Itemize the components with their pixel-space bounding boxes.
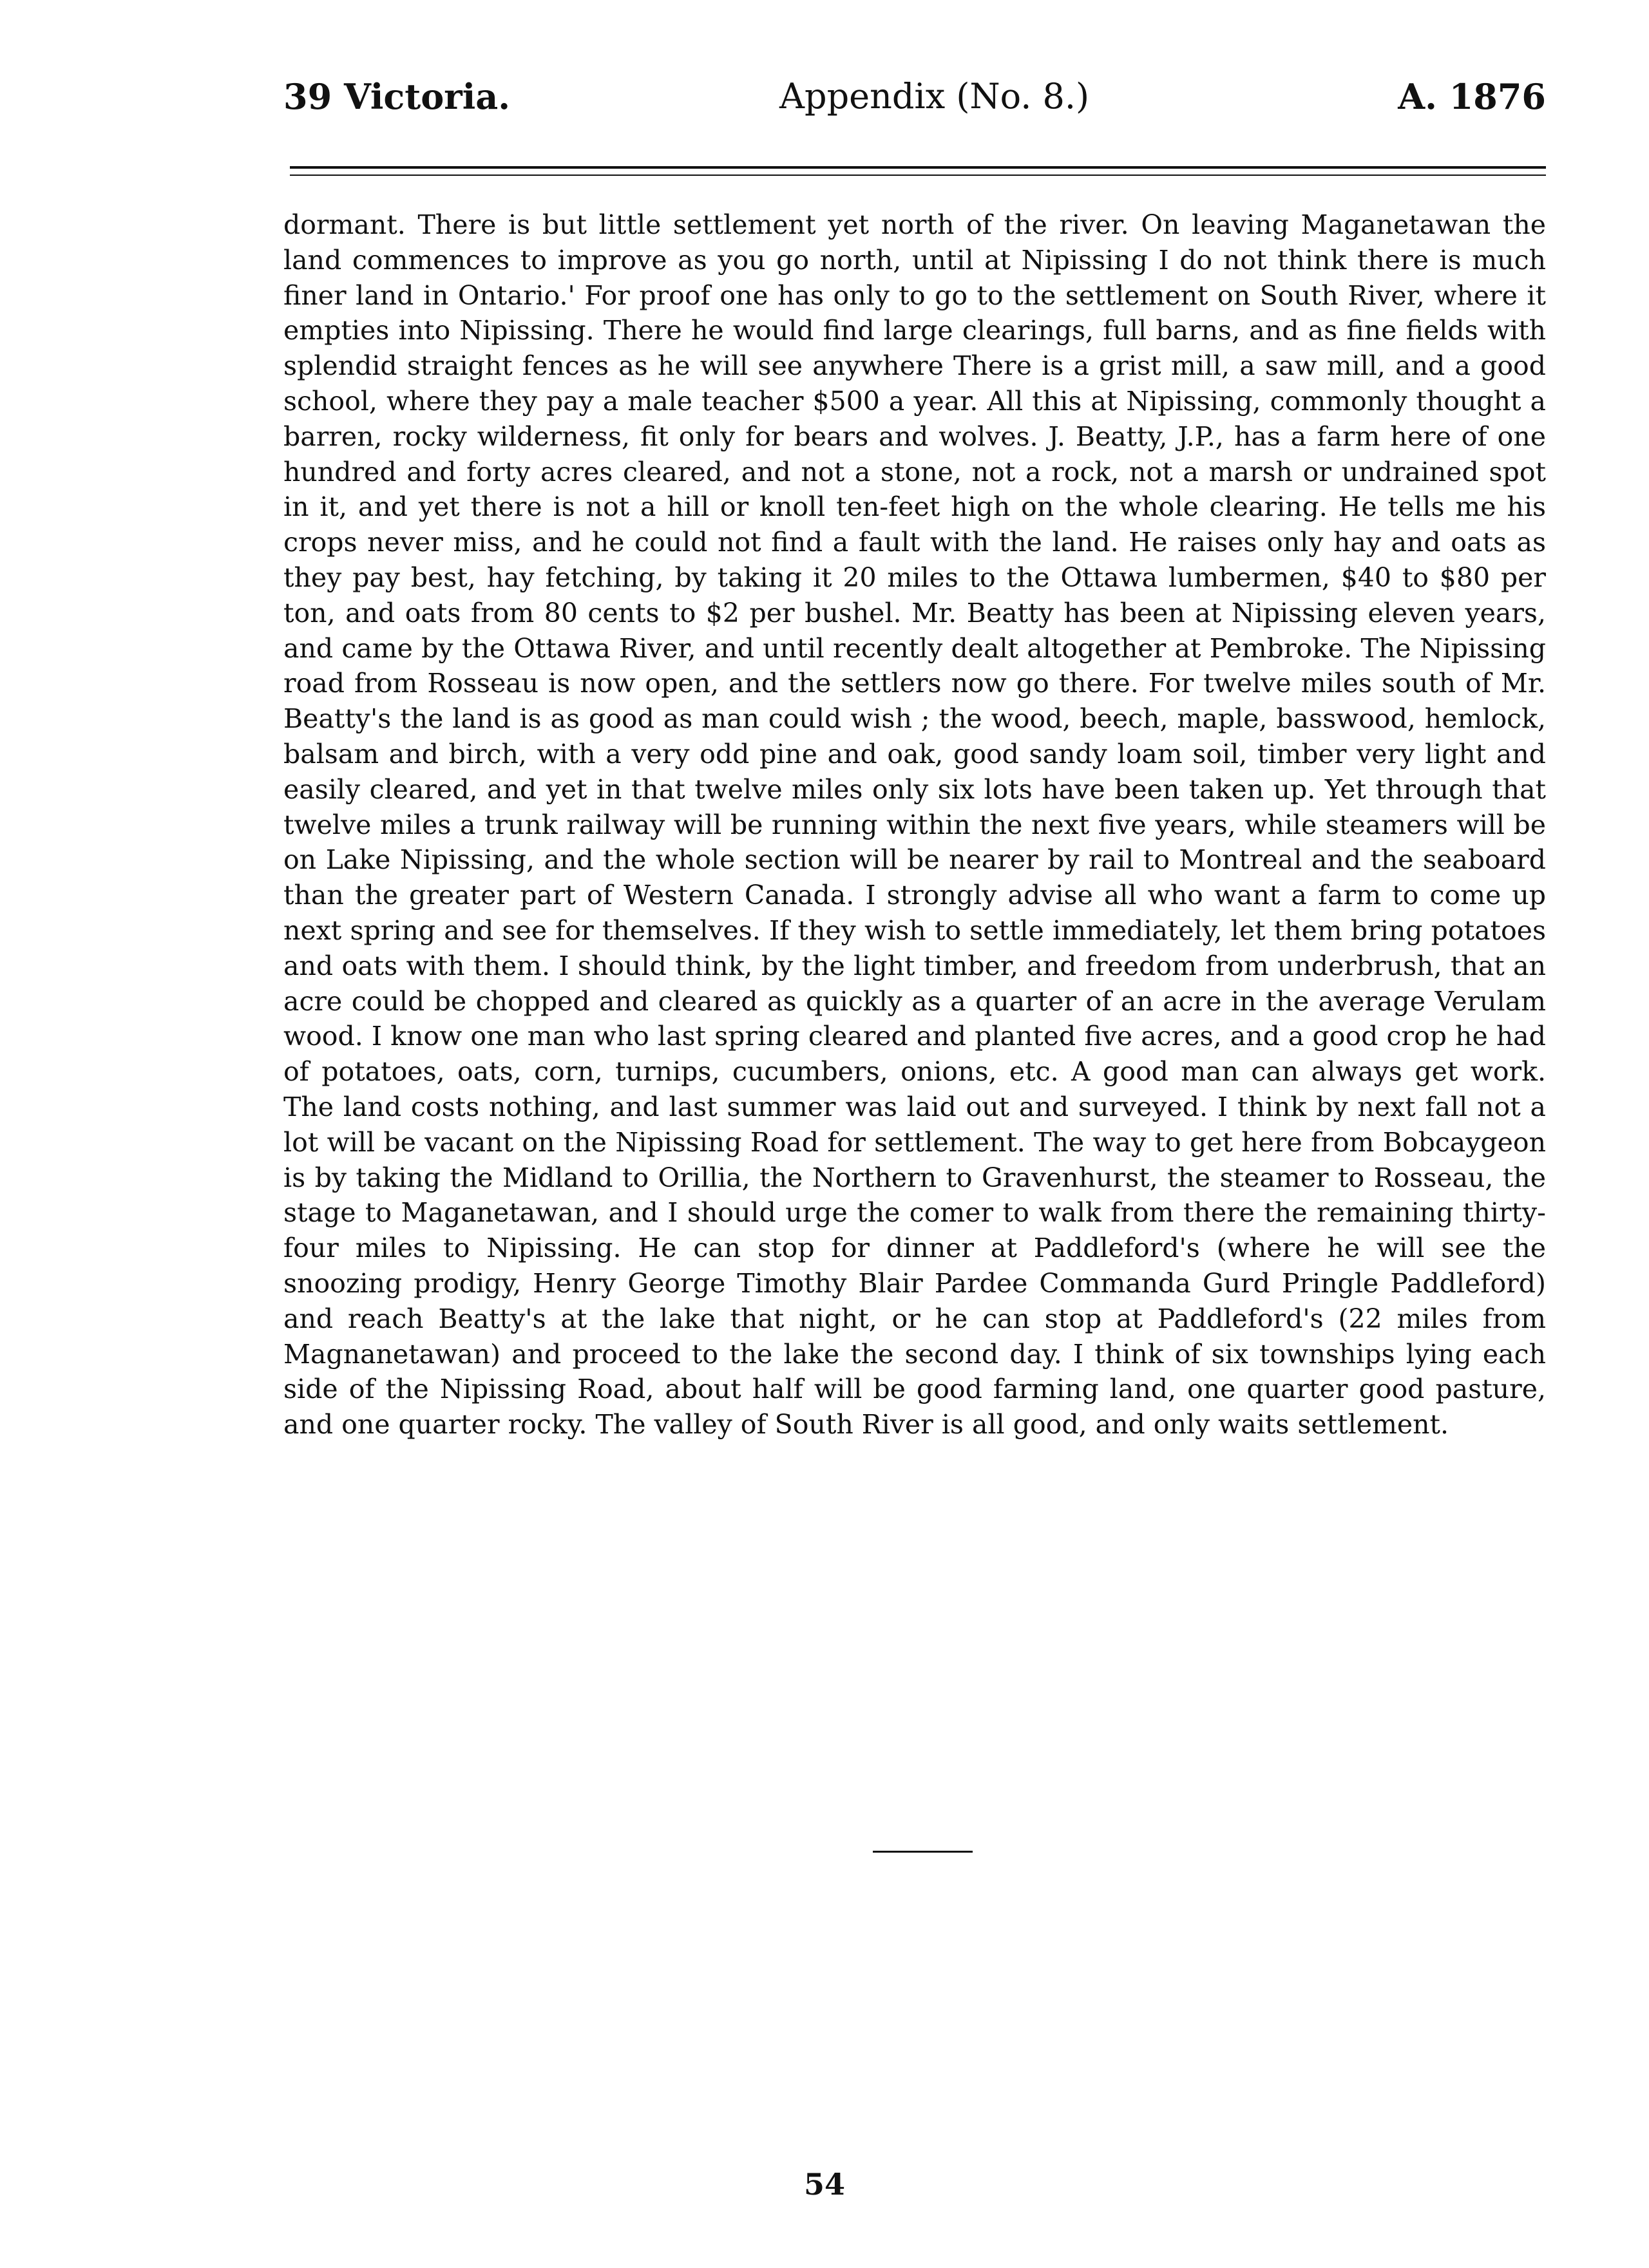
running-header	[283, 76, 1546, 134]
header-rule-thin	[290, 175, 1546, 176]
page-number: 54	[803, 2167, 845, 2202]
header-session: 39 Victoria.	[283, 76, 511, 117]
header-year: A. 1876	[1398, 76, 1546, 117]
body-paragraph: dormant. There is but little settlement yet north of the river. On leaving Maganetawan the land commences to improve as you go north, until at Nipissing I do not think there is much finer land in Ontario.' For proof one has only to go to the settlement on South River, where it empties into Nipissing. There he would find large clearings, full barns, and as fine fields with splendid straight fences as he will see anywhere There is a grist mill, a saw mill, and a good school, where they pay a male teacher $500 a year. All this at Nipissing, commonly thought a barren, rocky wilderness, fit only for bears and wolves. J. Beatty, J.P., has a farm here of one hundred and forty acres cleared, and not a stone, not a rock, not a marsh or undrained spot in it, and yet there is not a hill or knoll ten-feet high on the whole clearing. He tells me his crops never miss, and he could not find a fault with the land. He raises only hay and oats as they pay best, hay fetching, by taking it 20 miles to the Ottawa lumbermen, $40 to $80 per ton, and oats from 80 cents to $2 per bushel. Mr. Beatty has been at Nipissing eleven years, and came by the Ottawa River, and until recently dealt altogether at Pembroke. The Nipissing road from Rosseau is now open, and the settlers now go there. For twelve miles south of Mr. Beatty's the land is as good as man could wish ; the wood, beech, maple, basswood, hemlock, balsam and birch, with a very odd pine and oak, good sandy loam soil, timber very light and easily cleared, and yet in that twelve miles only six lots have been taken up. Yet through that twelve miles a trunk railway will be running within the next five years, while steamers will be on Lake Nipissing, and the whole section will be nearer by rail to Montreal and the seaboard than the greater part of Western Canada. I strongly advise all who want a farm to come up next spring and see for themselves. If they wish to settle immediately, let them bring potatoes and oats with them. I should think, by the light timber, and freedom from underbrush, that an acre could be chopped and cleared as quickly as a quarter of an acre in the average Verulam wood. I know one man who last spring cleared and planted five acres, and a good crop he had of potatoes, oats, corn, turnips, cucumbers, onions, etc. A good man can always get work. The land costs nothing, and last summer was laid out and surveyed. I think by next fall not a lot will be vacant on the Nipissing Road for settlement. The way to get here from Bobcaygeon is by taking the Midland to Orillia, the Northern to Gravenhurst, the steamer to Rosseau, the stage to Maganetawan, and I should urge the comer to walk from there the remaining thirty-four miles to Nipissing. He can stop for dinner at Paddleford's (where he will see the snoozing prodigy, Henry George Timothy Blair Pardee Commanda Gurd Pringle Paddleford) and reach Beatty's at the lake that night, or he can stop at Paddleford's (22 miles from Magnanetawan) and proceed to the lake the second day. I think of six townships lying each side of the Nipissing Road, about half will be good farming land, one quarter good pasture, and one quarter rocky. The valley of South River is all good, and only waits settlement.	[283, 209, 1546, 1441]
header-appendix: Appendix (No. 8.)	[779, 76, 1090, 117]
header-rule-thick	[290, 166, 1546, 169]
end-rule	[873, 1851, 973, 1853]
